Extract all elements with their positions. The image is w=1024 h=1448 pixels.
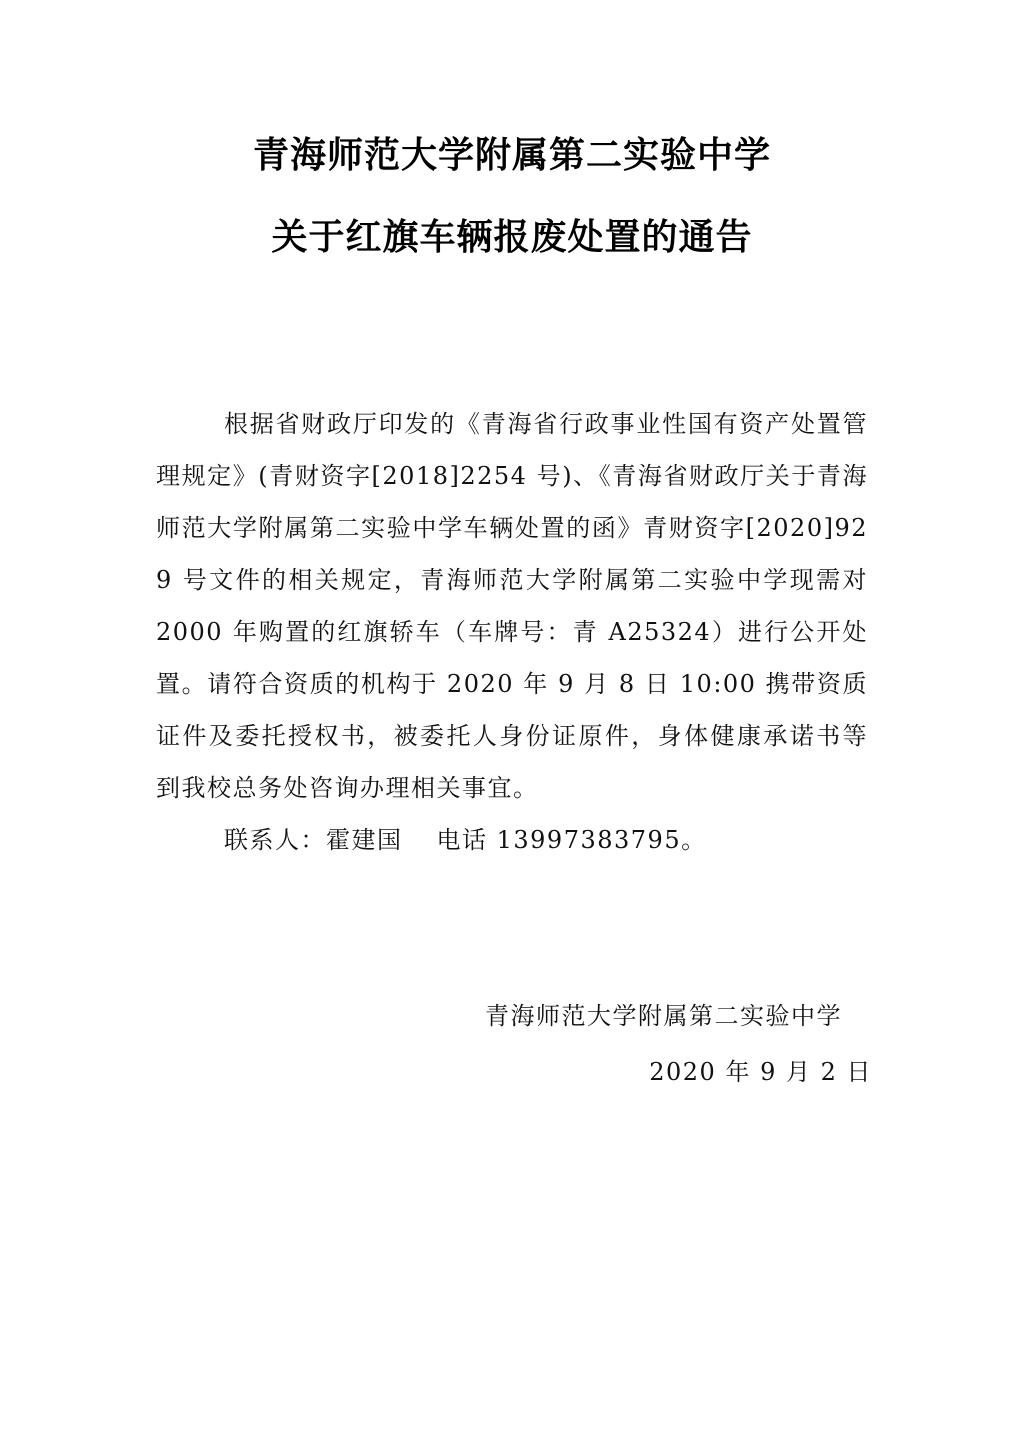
- document-body: [156, 398, 868, 866]
- contact-phone: 电话 13997383795。: [436, 826, 707, 854]
- title-line-school: 青海师范大学附属第二实验中学: [252, 135, 771, 176]
- notice-paragraph: 根据省财政厅印发的《青海省行政事业性国有资产处置管理规定》(青财资字[2018]2254 号)、《青海省财政厅关于青海师范大学附属第二实验中学车辆处置的函》青财资字[2020]929 号文件的相关规定，青海师范大学附属第二实验中学现需对 2000 年购置的红旗轿车（车牌号：青 A25324）进行公开处置。请符合资质的机构于 2020 年 9 月 8 日 10:00 携带资质证件及委托授权书，被委托人身份证原件，身体健康承诺书等到我校总务处咨询办理相关事宜。: [156, 410, 868, 802]
- document-title: [0, 132, 1024, 262]
- signature-date: 2020 年 9 月 2 日: [649, 1058, 872, 1086]
- title-line-notice: 关于红旗车辆报废处置的通告: [271, 217, 753, 258]
- contact-line: [156, 814, 868, 866]
- signature-block: [485, 990, 872, 1098]
- signature-organization: 青海师范大学附属第二实验中学: [485, 1002, 842, 1030]
- contact-person: 联系人：霍建国: [224, 826, 403, 854]
